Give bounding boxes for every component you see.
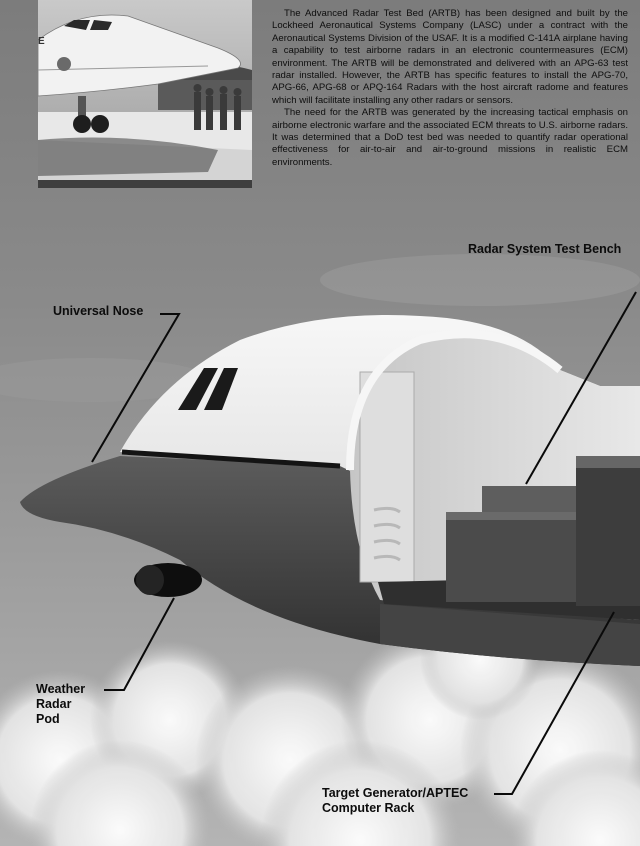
callout-target-line-1: Target Generator/APTEC — [322, 786, 469, 800]
intro-paragraph-2: The need for the ARTB was generated by the increasing tactical emphasis on airborne electronic warfare and the associated ECM threats to U.S. airborne radars. It was determined that a DoD test bed was needed to quantify radar operational effectiveness for air-to-air and air-to-ground missions in realistic ECM environments. — [272, 107, 628, 168]
intro-paragraph-1: The Advanced Radar Test Bed (ARTB) has been designed and built by the Lockheed Aeronautical Systems Company (LASC) under a contract with the Aeronautical Systems Division of the USAF. It is a modified C-141A airplane having a capability to test airborne radars in an electronic countermeasures (ECM) environment. The ARTB will be demonstrated and delivered with an APG-63 test radar installed. However, the ARTB has specific features to install the APG-70, APG-66, APG-68 or APQ-164 Radars with the host aircraft radome and features which will facilitate installing any other radars or sensors. — [272, 8, 628, 106]
callout-target-generator — [322, 786, 468, 816]
callout-target-line-2: Computer Rack — [322, 801, 415, 815]
callout-weather-line-2: Radar — [36, 697, 72, 711]
svg-text:E: E — [38, 36, 45, 47]
aircraft-photo — [38, 0, 252, 188]
callout-weather-radar-pod — [36, 682, 85, 727]
callout-universal-nose: Universal Nose — [53, 304, 144, 318]
callout-radar-test-bench: Radar System Test Bench — [468, 242, 622, 256]
intro-text — [272, 8, 628, 169]
callout-weather-line-1: Weather — [36, 682, 86, 696]
callout-weather-line-3: Pod — [36, 712, 60, 726]
